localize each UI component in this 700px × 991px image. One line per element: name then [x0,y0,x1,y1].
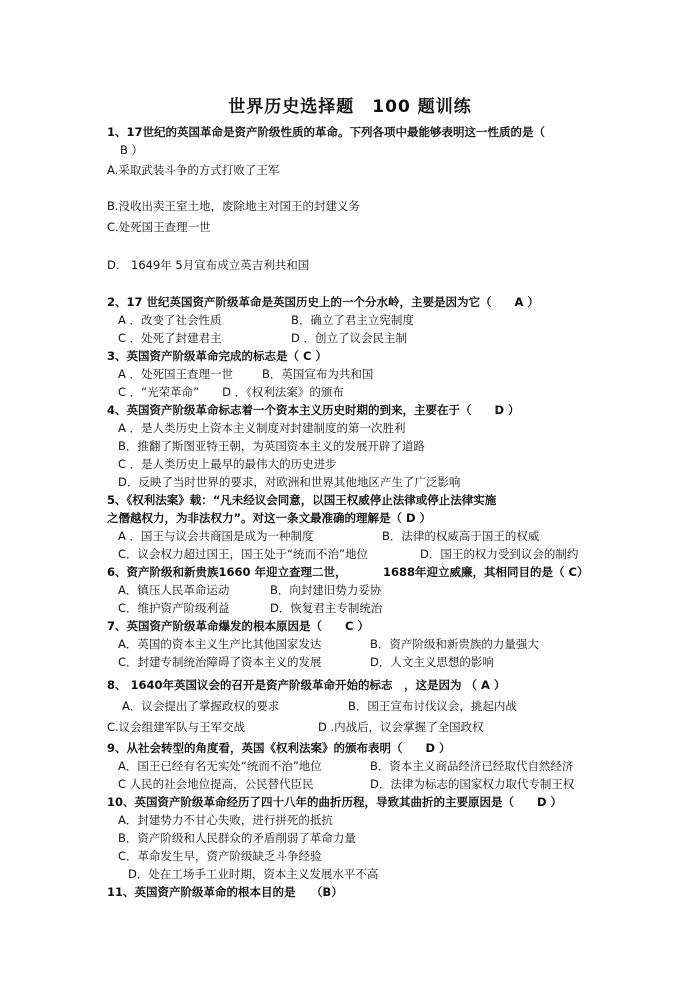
question-8-option-c: C.议会组建军队与王军交战 [107,720,246,734]
question-4-option-a: A ．是人类历史上资本主义制度对封建制度的第一次胜利 [118,421,406,435]
question-8-option-d: D .内战后，议会掌握了全国政权 [318,720,484,734]
question-2-option-d: D ．创立了议会民主制 [291,331,408,345]
question-1-option-c: C.处死国王查理一世 [107,220,211,234]
question-5-option-d: D．国王的权力受到议会的制约 [420,547,579,561]
question-1-option-d: D. 1649年 5月宣布成立英吉利共和国 [107,258,310,272]
page-title: 世界历史选择题 100 题训练 [228,97,472,117]
question-5-option-b: B．法律的权威高于国王的权威 [382,529,540,543]
question-3-option-a: A ．处死国王查理一世 [118,367,234,381]
question-5-stem: 5、《权利法案》载：“凡未经议会同意，以国王权威停止法律或停止法律实施 [107,493,497,507]
question-1-option-a: A.采取武装斗争的方式打败了王军 [107,163,280,177]
question-11-stem: 11、英国资产阶级革命的根本目的是 （B） [107,885,343,899]
question-8-option-b: B．国王宣布讨伐议会，挑起内战 [348,699,517,713]
question-10-option-a: A．封建势力不甘心失败，进行拼死的抵抗 [118,813,333,827]
question-9-option-d: D．法律为标志的国家权力取代专制王权 [370,777,575,791]
question-5-stem-cont: 之僭越权力，为非法权力”。对这一条文最准确的理解是（ D ） [107,511,432,525]
question-9-option-a: A．国王已经有名无实处“统而不治”地位 [118,759,322,773]
question-7-option-a: A．英国的资本主义生产比其他国家发达 [118,637,322,651]
question-3-option-b: B．英国宣布为共和国 [262,367,374,381]
question-5-option-c: C．议会权力超过国王，国王处于“统而不治”地位 [118,547,368,561]
question-2-stem: 2、17 世纪英国资产阶级革命是英国历史上的一个分水岭，主要是因为它（ A ） [107,295,539,309]
question-3-stem: 3、英国资产阶级革命完成的标志是（ C ） [107,349,327,363]
question-9-stem: 9、从社会转型的角度看，英国《权利法案》的颁布表明（ D ） [107,741,451,755]
question-10-stem: 10、英国资产阶级革命经历了四十八年的曲折历程，导致其曲折的主要原因是（ D ） [107,795,563,809]
question-1-option-b: B.没收出卖王室土地，废除地主对国王的封建义务 [107,199,361,213]
question-10-option-d: D．处在工场手工业时期，资本主义发展水平不高 [128,867,379,881]
question-9-option-b: B．资本主义商品经济已经取代自然经济 [370,759,574,773]
question-4-stem: 4、英国资产阶级革命标志着一个资本主义历史时期的到来，主要在于（ D ） [107,403,520,417]
question-8-stem: 8、 1640年英国议会的召开是资产阶级革命开始的标志 ，这是因为 （ A ） [107,678,506,692]
question-1-stem: 1、17世纪的英国革命是资产阶级性质的革命。下列各项中最能够表明这一性质的是（ [107,125,546,139]
question-2-option-b: B．确立了君主立宪制度 [291,313,414,327]
question-5-option-a: A ．国王与议会共商国是成为一种制度 [118,529,314,543]
question-7-option-b: B．资产阶级和新贵族的力量强大 [370,637,539,651]
question-6-option-b: B．向封建旧势力妥协 [270,583,382,597]
question-1-answer: B ） [120,143,144,157]
question-10-option-b: B．资产阶级和人民群众的矛盾削弱了革命力量 [118,831,356,845]
question-6-option-c: C．维护资产阶级利益 [118,601,230,615]
question-6-option-d: D．恢复君主专制统治 [270,601,383,615]
question-2-option-a: A ．改变了社会性质 [118,313,222,327]
question-7-option-c: C．封建专制统治障碍了资本主义的发展 [118,655,322,669]
question-7-option-d: D．人文主义思想的影响 [370,655,494,669]
question-4-option-d: D．反映了当时世界的要求，对欧洲和世界其他地区产生了广泛影响 [118,475,461,489]
question-3-options-c-d: C ．“光荣革命” D ．《权利法案》的颁布 [118,385,344,399]
question-8-option-a: A．议会提出了掌握政权的要求 [122,699,280,713]
question-6-stem-cont: 1688年迎立威廉，其相同目的是（ C） [383,565,589,579]
question-2-option-c: C ．处死了封建君主 [118,331,222,345]
question-6-stem: 6、资产阶级和新贵族1660 年迎立查理二世， [107,565,347,579]
question-6-option-a: A．镇压人民革命运动 [118,583,230,597]
question-4-option-b: B．推翻了斯图亚特王朝，为英国资本主义的发展开辟了道路 [118,439,425,453]
question-7-stem: 7、英国资产阶级革命爆发的根本原因是（ C ） [107,619,369,633]
question-9-option-c: C 人民的社会地位提高，公民替代臣民 [118,777,314,791]
question-10-option-c: C．革命发生早，资产阶级缺乏斗争经验 [118,849,322,863]
question-4-option-c: C ．是人类历史上最早的最伟大的历史进步 [118,457,337,471]
